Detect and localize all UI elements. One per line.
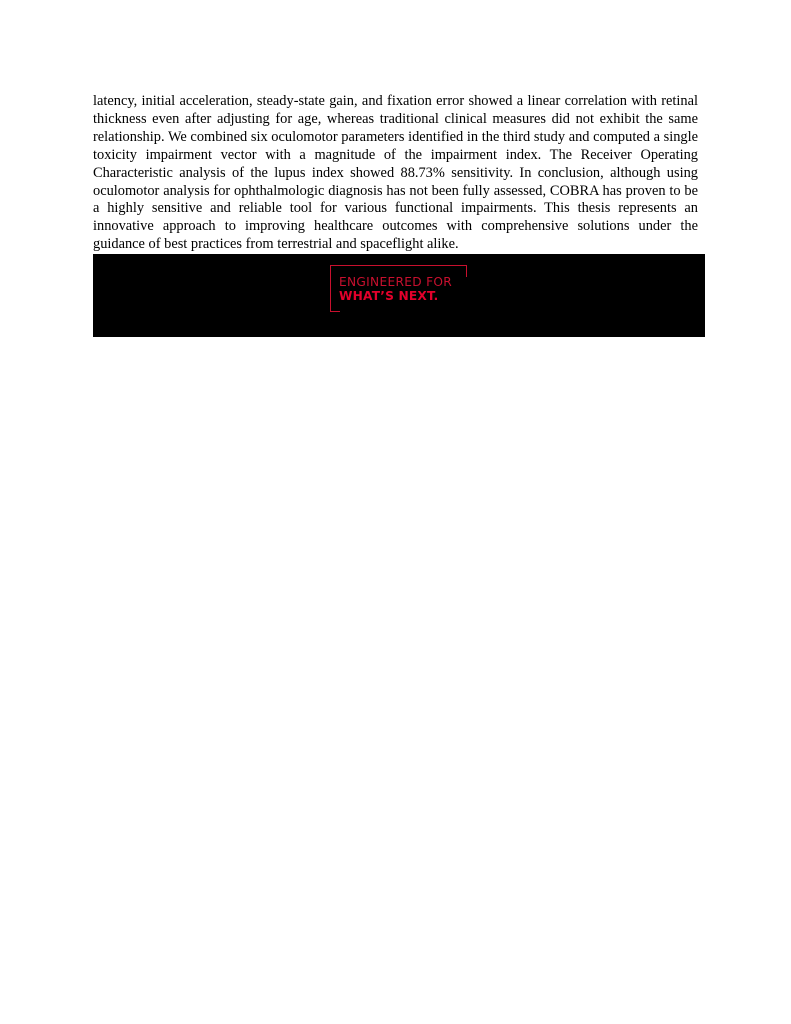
footer-banner bbox=[93, 254, 705, 337]
engineered-for-whats-next-logo bbox=[330, 265, 468, 312]
logo-tagline-line2: WHAT’S NEXT. bbox=[339, 289, 439, 303]
abstract-paragraph: latency, initial acceleration, steady-state gain, and fixation error showed a linear correlation with retinal thickness even after adjusting for age, whereas traditional clinical measures did not exhibit the same relationship. We combined six oculomotor parameters identified in the third study and computed a single toxicity impairment vector with a magnitude of the impairment index. The Receiver Operating Characteristic analysis of the lupus index showed 88.73% sensitivity. In conclusion, although using oculomotor analysis for ophthalmologic diagnosis has not been fully assessed, COBRA has proven to be a highly sensitive and reliable tool for various functional impairments. This thesis represents an innovative approach to improving healthcare outcomes with comprehensive solutions under the guidance of best practices from terrestrial and spaceflight alike. bbox=[93, 93, 698, 253]
logo-tagline-line1: ENGINEERED FOR bbox=[339, 275, 453, 289]
